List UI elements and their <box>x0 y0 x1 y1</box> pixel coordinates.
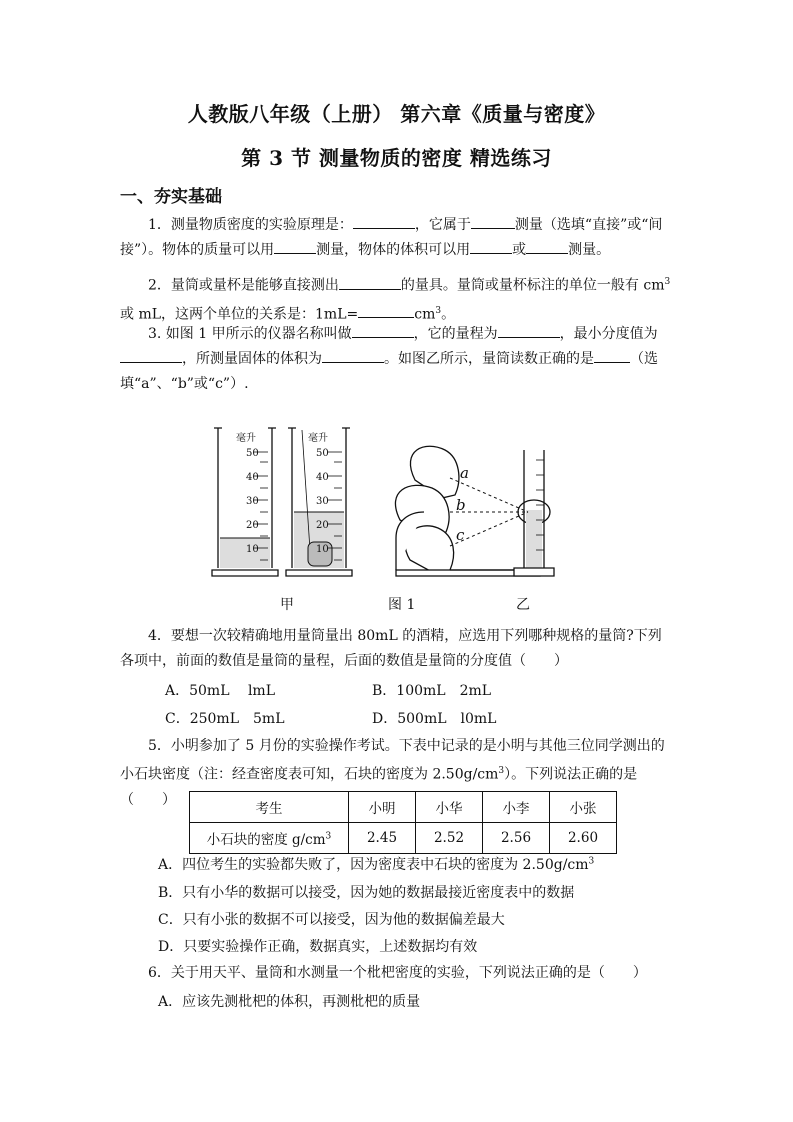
q4-option-b[interactable]: B．100mL 2mL <box>372 683 492 699</box>
table-header-cell: 考生 <box>190 792 349 823</box>
eye-label-a: a <box>460 464 469 482</box>
answer-blank[interactable] <box>353 214 415 229</box>
density-results-table <box>189 791 617 854</box>
question-4: 4．要想一次较精确地用量筒量出 80mL 的酒精，应选用下列哪种规格的量筒?下列各项中，前面的数值是量筒的量程，后面的数值是量筒的分度值（ ） <box>120 628 662 669</box>
q5-option-d[interactable]: D．只要实验操作正确，数据真实，上述数据均有效 <box>158 939 478 955</box>
table-cell: 2.52 <box>416 823 483 854</box>
question-3: 3. 如图 1 甲所示的仪器名称叫做 ，它的量程为 ，最小分度值为，所测量固体的体积为 。如图乙所示，量筒读数正确的是 （选填“a”、“b”或“c”）. <box>120 322 675 397</box>
q4-option-d[interactable]: D．500mL l0mL <box>372 711 497 727</box>
eye-label-c: c <box>456 526 465 544</box>
reading-eyes-illustration <box>395 446 554 576</box>
answer-blank[interactable] <box>339 275 401 290</box>
tick-label: 50 <box>246 448 259 459</box>
tick-label: 10 <box>246 544 259 555</box>
q5-option-a[interactable]: A．四位考生的实验都失败了，因为密度表中石块的密度为 $2.50g/cm^3$ <box>158 856 595 873</box>
answer-blank[interactable] <box>526 239 568 254</box>
title-line-1: 人教版八年级（上册） 第六章《质量与密度》 <box>187 102 606 126</box>
figure-label-yi: 乙 <box>516 597 530 613</box>
answer-blank[interactable] <box>274 239 316 254</box>
question-5: 5．小明参加了 5 月份的实验操作考试。下表中记录的是小明与其他三位同学测出的小石块密度（注：经查密度表可知，石块的密度为 $2.50g/cm^3$）。下列说法正确的是（ ） <box>120 738 665 808</box>
answer-blank[interactable] <box>470 239 512 254</box>
answer-blank[interactable] <box>358 303 414 318</box>
q5-option-b[interactable]: B．只有小华的数据可以接受，因为她的数据最接近密度表中的数据 <box>158 885 575 901</box>
figure-label-jia: 甲 <box>280 597 294 613</box>
table-row-label: 小石块的密度 $g/cm^3$ <box>190 823 349 854</box>
table-header-cell: 小明 <box>349 792 416 823</box>
table-header-cell: 小张 <box>550 792 617 823</box>
tick-label: 20 <box>316 520 329 531</box>
question-1: 1．测量物质密度的实验原理是： ，它属于 测量（选填“直接”或“间接”）。物体的质量可以用 测量，物体的体积可以用 或 测量。 <box>120 213 675 263</box>
answer-blank[interactable] <box>498 323 560 338</box>
section-heading-basics: 一、夯实基础 <box>120 187 222 207</box>
unit-label-left: 毫升 <box>236 433 256 444</box>
answer-blank[interactable] <box>471 214 515 229</box>
answer-blank[interactable] <box>352 323 414 338</box>
tick-label: 40 <box>246 472 259 483</box>
tick-label: 10 <box>316 544 329 555</box>
answer-blank[interactable] <box>594 348 630 363</box>
table-header-cell: 小李 <box>483 792 550 823</box>
answer-blank[interactable] <box>322 348 384 363</box>
question-6: 6．关于用天平、量筒和水测量一个枇杷密度的实验，下列说法正确的是（ ） <box>148 965 647 981</box>
q4-option-a[interactable]: A．50mL lmL <box>165 683 275 699</box>
eye-label-b: b <box>456 496 466 514</box>
tick-label: 30 <box>246 496 259 507</box>
q4-option-c[interactable]: C．250mL 5mL <box>165 711 285 727</box>
table-cell: 2.60 <box>550 823 617 854</box>
tick-label: 40 <box>316 472 329 483</box>
q5-option-c[interactable]: C．只有小张的数据不可以接受，因为他的数据偏差最大 <box>158 912 505 928</box>
figure-caption: 图 1 <box>388 597 416 613</box>
table-header-cell: 小华 <box>416 792 483 823</box>
tick-label: 30 <box>316 496 329 507</box>
question-2: 2．量筒或量杯是能够直接测出 的量具。量筒或量杯标注的单位一般有 $cm^3$或 mL，这两个单位的关系是：$1mL= cm^3$。 <box>120 270 675 327</box>
table-row <box>190 823 617 854</box>
tick-label: 20 <box>246 520 259 531</box>
q6-option-a[interactable]: A．应该先测枇杷的体积，再测枇杷的质量 <box>158 994 421 1010</box>
table-cell: 2.56 <box>483 823 550 854</box>
answer-blank[interactable] <box>120 348 182 363</box>
unit-label-right: 毫升 <box>308 433 328 444</box>
tick-label: 50 <box>316 448 329 459</box>
cylinder-jia-empty <box>212 428 278 576</box>
table-header-row <box>190 792 617 823</box>
figure-1-graduated-cylinders <box>210 420 570 585</box>
title-line-2: 第 3 节 测量物质的密度 精选练习 <box>241 146 552 170</box>
table-cell: 2.45 <box>349 823 416 854</box>
